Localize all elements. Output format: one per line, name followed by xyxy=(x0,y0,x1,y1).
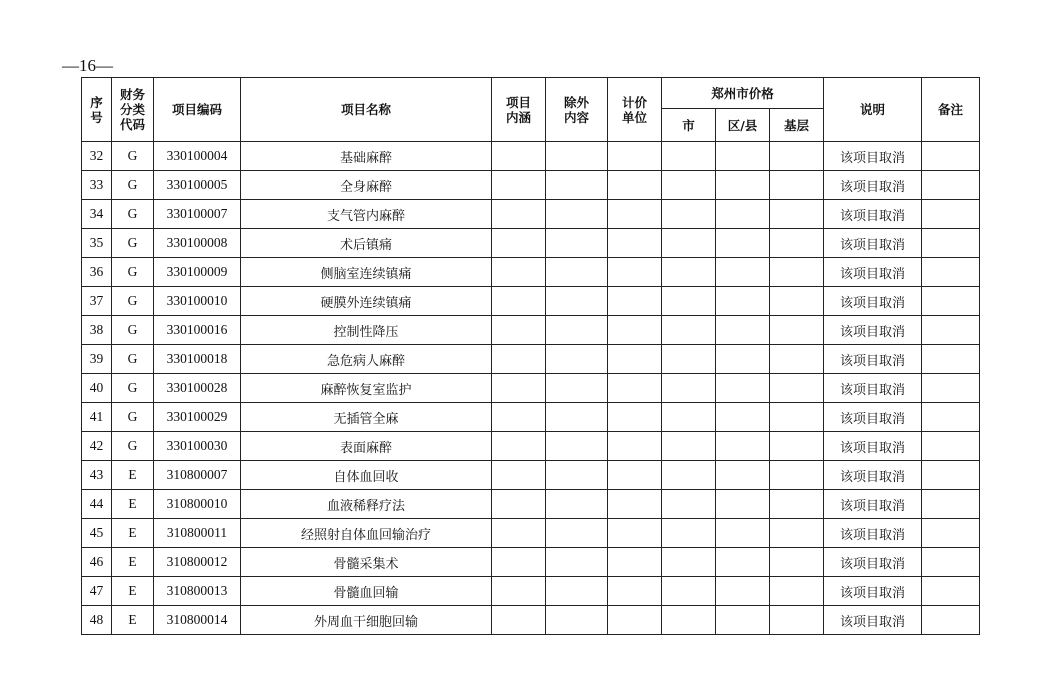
remark-cell xyxy=(922,287,980,316)
table-row xyxy=(82,548,980,577)
item-name-cell: 骨髓采集术 xyxy=(241,548,492,577)
item-name-cell: 麻醉恢复室监护 xyxy=(241,374,492,403)
item-name-cell: 支气管内麻醉 xyxy=(241,200,492,229)
note-cell: 该项目取消 xyxy=(824,403,922,432)
note-cell: 该项目取消 xyxy=(824,258,922,287)
seq-cell: 44 xyxy=(82,490,112,519)
price-city-cell xyxy=(662,519,716,548)
excluded-cell xyxy=(546,287,608,316)
excluded-cell xyxy=(546,374,608,403)
header-price-base: 基层 xyxy=(770,109,824,142)
remark-cell xyxy=(922,316,980,345)
item-name-cell: 基础麻醉 xyxy=(241,142,492,171)
item-code-cell: 310800007 xyxy=(154,461,241,490)
seq-cell: 39 xyxy=(82,345,112,374)
finance-code-cell: E xyxy=(112,519,154,548)
price-base-cell xyxy=(770,142,824,171)
excluded-cell xyxy=(546,577,608,606)
excluded-cell xyxy=(546,461,608,490)
unit-cell xyxy=(608,287,662,316)
price-district-cell xyxy=(716,403,770,432)
table-row xyxy=(82,432,980,461)
item-content-cell xyxy=(492,606,546,635)
price-district-cell xyxy=(716,171,770,200)
price-base-cell xyxy=(770,403,824,432)
price-table xyxy=(81,77,980,635)
unit-cell xyxy=(608,519,662,548)
header-price-group: 郑州市价格 xyxy=(662,78,824,109)
remark-cell xyxy=(922,229,980,258)
price-city-cell xyxy=(662,229,716,258)
price-base-cell xyxy=(770,345,824,374)
item-code-cell: 330100010 xyxy=(154,287,241,316)
table-row xyxy=(82,606,980,635)
item-content-cell xyxy=(492,490,546,519)
header-remark: 备注 xyxy=(922,78,980,142)
price-base-cell xyxy=(770,374,824,403)
seq-cell: 40 xyxy=(82,374,112,403)
item-content-cell xyxy=(492,577,546,606)
price-district-cell xyxy=(716,519,770,548)
note-cell: 该项目取消 xyxy=(824,577,922,606)
price-base-cell xyxy=(770,519,824,548)
seq-cell: 33 xyxy=(82,171,112,200)
table-row xyxy=(82,258,980,287)
price-district-cell xyxy=(716,606,770,635)
price-city-cell xyxy=(662,548,716,577)
finance-code-cell: G xyxy=(112,403,154,432)
price-city-cell xyxy=(662,490,716,519)
price-base-cell xyxy=(770,577,824,606)
note-cell: 该项目取消 xyxy=(824,200,922,229)
item-code-cell: 330100009 xyxy=(154,258,241,287)
note-cell: 该项目取消 xyxy=(824,345,922,374)
finance-code-cell: G xyxy=(112,200,154,229)
finance-code-cell: G xyxy=(112,316,154,345)
price-city-cell xyxy=(662,142,716,171)
finance-code-cell: E xyxy=(112,548,154,577)
finance-code-cell: G xyxy=(112,258,154,287)
price-base-cell xyxy=(770,606,824,635)
item-code-cell: 310800012 xyxy=(154,548,241,577)
item-content-cell xyxy=(492,200,546,229)
unit-cell xyxy=(608,316,662,345)
price-city-cell xyxy=(662,345,716,374)
price-base-cell xyxy=(770,548,824,577)
seq-cell: 43 xyxy=(82,461,112,490)
excluded-cell xyxy=(546,258,608,287)
remark-cell xyxy=(922,519,980,548)
price-base-cell xyxy=(770,200,824,229)
unit-cell xyxy=(608,432,662,461)
price-base-cell xyxy=(770,258,824,287)
price-district-cell xyxy=(716,461,770,490)
excluded-cell xyxy=(546,432,608,461)
unit-cell xyxy=(608,345,662,374)
finance-code-cell: G xyxy=(112,229,154,258)
note-cell: 该项目取消 xyxy=(824,229,922,258)
table-row xyxy=(82,142,980,171)
unit-cell xyxy=(608,548,662,577)
excluded-cell xyxy=(546,316,608,345)
seq-cell: 46 xyxy=(82,548,112,577)
note-cell: 该项目取消 xyxy=(824,490,922,519)
table-row xyxy=(82,287,980,316)
price-city-cell xyxy=(662,258,716,287)
finance-code-cell: G xyxy=(112,287,154,316)
header-unit: 计价单位 xyxy=(608,78,662,142)
price-city-cell xyxy=(662,403,716,432)
item-content-cell xyxy=(492,229,546,258)
remark-cell xyxy=(922,200,980,229)
price-city-cell xyxy=(662,461,716,490)
excluded-cell xyxy=(546,519,608,548)
price-district-cell xyxy=(716,490,770,519)
unit-cell xyxy=(608,461,662,490)
note-cell: 该项目取消 xyxy=(824,461,922,490)
finance-code-cell: G xyxy=(112,171,154,200)
seq-cell: 35 xyxy=(82,229,112,258)
price-district-cell xyxy=(716,345,770,374)
remark-cell xyxy=(922,171,980,200)
table-row xyxy=(82,374,980,403)
table-body xyxy=(82,142,980,635)
price-base-cell xyxy=(770,171,824,200)
unit-cell xyxy=(608,171,662,200)
price-base-cell xyxy=(770,287,824,316)
price-city-cell xyxy=(662,171,716,200)
price-district-cell xyxy=(716,432,770,461)
item-content-cell xyxy=(492,171,546,200)
item-content-cell xyxy=(492,432,546,461)
table-row xyxy=(82,403,980,432)
seq-cell: 48 xyxy=(82,606,112,635)
item-name-cell: 术后镇痛 xyxy=(241,229,492,258)
item-code-cell: 330100016 xyxy=(154,316,241,345)
note-cell: 该项目取消 xyxy=(824,432,922,461)
excluded-cell xyxy=(546,403,608,432)
item-name-cell: 硬膜外连续镇痛 xyxy=(241,287,492,316)
table-row xyxy=(82,345,980,374)
table-row xyxy=(82,577,980,606)
item-content-cell xyxy=(492,345,546,374)
note-cell: 该项目取消 xyxy=(824,171,922,200)
seq-cell: 38 xyxy=(82,316,112,345)
price-city-cell xyxy=(662,374,716,403)
table-row xyxy=(82,490,980,519)
price-city-cell xyxy=(662,316,716,345)
remark-cell xyxy=(922,577,980,606)
price-city-cell xyxy=(662,606,716,635)
page-number: —16— xyxy=(62,56,113,75)
unit-cell xyxy=(608,606,662,635)
excluded-cell xyxy=(546,200,608,229)
item-name-cell: 自体血回收 xyxy=(241,461,492,490)
note-cell: 该项目取消 xyxy=(824,548,922,577)
remark-cell xyxy=(922,258,980,287)
remark-cell xyxy=(922,432,980,461)
header-excluded: 除外内容 xyxy=(546,78,608,142)
item-code-cell: 330100029 xyxy=(154,403,241,432)
seq-cell: 47 xyxy=(82,577,112,606)
price-base-cell xyxy=(770,461,824,490)
table-row xyxy=(82,316,980,345)
price-district-cell xyxy=(716,287,770,316)
finance-code-cell: E xyxy=(112,606,154,635)
note-cell: 该项目取消 xyxy=(824,287,922,316)
unit-cell xyxy=(608,229,662,258)
item-code-cell: 330100007 xyxy=(154,200,241,229)
excluded-cell xyxy=(546,606,608,635)
item-code-cell: 330100008 xyxy=(154,229,241,258)
price-city-cell xyxy=(662,287,716,316)
unit-cell xyxy=(608,200,662,229)
excluded-cell xyxy=(546,171,608,200)
price-district-cell xyxy=(716,258,770,287)
seq-cell: 42 xyxy=(82,432,112,461)
remark-cell xyxy=(922,548,980,577)
item-content-cell xyxy=(492,316,546,345)
note-cell: 该项目取消 xyxy=(824,519,922,548)
item-code-cell: 310800010 xyxy=(154,490,241,519)
price-city-cell xyxy=(662,200,716,229)
finance-code-cell: G xyxy=(112,374,154,403)
note-cell: 该项目取消 xyxy=(824,374,922,403)
excluded-cell xyxy=(546,548,608,577)
excluded-cell xyxy=(546,229,608,258)
header-price-city: 市 xyxy=(662,109,716,142)
item-content-cell xyxy=(492,374,546,403)
item-code-cell: 330100004 xyxy=(154,142,241,171)
excluded-cell xyxy=(546,345,608,374)
item-code-cell: 310800014 xyxy=(154,606,241,635)
price-city-cell xyxy=(662,432,716,461)
excluded-cell xyxy=(546,490,608,519)
item-name-cell: 全身麻醉 xyxy=(241,171,492,200)
seq-cell: 41 xyxy=(82,403,112,432)
price-city-cell xyxy=(662,577,716,606)
price-district-cell xyxy=(716,316,770,345)
unit-cell xyxy=(608,403,662,432)
header-item-code: 项目编码 xyxy=(154,78,241,142)
item-name-cell: 侧脑室连续镇痛 xyxy=(241,258,492,287)
remark-cell xyxy=(922,490,980,519)
table-row xyxy=(82,171,980,200)
unit-cell xyxy=(608,490,662,519)
table-row xyxy=(82,519,980,548)
item-name-cell: 控制性降压 xyxy=(241,316,492,345)
seq-cell: 45 xyxy=(82,519,112,548)
price-base-cell xyxy=(770,432,824,461)
header-finance-code: 财务分类代码 xyxy=(112,78,154,142)
seq-cell: 34 xyxy=(82,200,112,229)
item-code-cell: 330100030 xyxy=(154,432,241,461)
item-code-cell: 330100018 xyxy=(154,345,241,374)
item-code-cell: 310800013 xyxy=(154,577,241,606)
seq-cell: 36 xyxy=(82,258,112,287)
price-district-cell xyxy=(716,548,770,577)
unit-cell xyxy=(608,142,662,171)
finance-code-cell: E xyxy=(112,461,154,490)
unit-cell xyxy=(608,258,662,287)
remark-cell xyxy=(922,461,980,490)
finance-code-cell: G xyxy=(112,432,154,461)
finance-code-cell: G xyxy=(112,142,154,171)
item-name-cell: 血液稀释疗法 xyxy=(241,490,492,519)
finance-code-cell: G xyxy=(112,345,154,374)
price-base-cell xyxy=(770,316,824,345)
item-code-cell: 310800011 xyxy=(154,519,241,548)
item-content-cell xyxy=(492,287,546,316)
item-content-cell xyxy=(492,403,546,432)
price-district-cell xyxy=(716,142,770,171)
item-name-cell: 外周血干细胞回输 xyxy=(241,606,492,635)
item-name-cell: 骨髓血回输 xyxy=(241,577,492,606)
price-district-cell xyxy=(716,577,770,606)
note-cell: 该项目取消 xyxy=(824,142,922,171)
excluded-cell xyxy=(546,142,608,171)
item-name-cell: 经照射自体血回输治疗 xyxy=(241,519,492,548)
price-district-cell xyxy=(716,229,770,258)
item-name-cell: 表面麻醉 xyxy=(241,432,492,461)
table-row xyxy=(82,229,980,258)
item-content-cell xyxy=(492,519,546,548)
item-content-cell xyxy=(492,461,546,490)
header-item-content: 项目内涵 xyxy=(492,78,546,142)
item-content-cell xyxy=(492,548,546,577)
price-base-cell xyxy=(770,229,824,258)
finance-code-cell: E xyxy=(112,490,154,519)
header-price-district: 区/县 xyxy=(716,109,770,142)
item-code-cell: 330100028 xyxy=(154,374,241,403)
header-item-name: 项目名称 xyxy=(241,78,492,142)
unit-cell xyxy=(608,577,662,606)
item-name-cell: 无插管全麻 xyxy=(241,403,492,432)
remark-cell xyxy=(922,606,980,635)
seq-cell: 32 xyxy=(82,142,112,171)
price-base-cell xyxy=(770,490,824,519)
table-header xyxy=(82,78,980,142)
seq-cell: 37 xyxy=(82,287,112,316)
note-cell: 该项目取消 xyxy=(824,316,922,345)
unit-cell xyxy=(608,374,662,403)
item-content-cell xyxy=(492,258,546,287)
remark-cell xyxy=(922,345,980,374)
remark-cell xyxy=(922,403,980,432)
item-content-cell xyxy=(492,142,546,171)
header-seq: 序号 xyxy=(82,78,112,142)
note-cell: 该项目取消 xyxy=(824,606,922,635)
remark-cell xyxy=(922,142,980,171)
price-district-cell xyxy=(716,374,770,403)
table-row xyxy=(82,200,980,229)
price-district-cell xyxy=(716,200,770,229)
item-code-cell: 330100005 xyxy=(154,171,241,200)
finance-code-cell: E xyxy=(112,577,154,606)
remark-cell xyxy=(922,374,980,403)
item-name-cell: 急危病人麻醉 xyxy=(241,345,492,374)
table-row xyxy=(82,461,980,490)
header-note: 说明 xyxy=(824,78,922,142)
